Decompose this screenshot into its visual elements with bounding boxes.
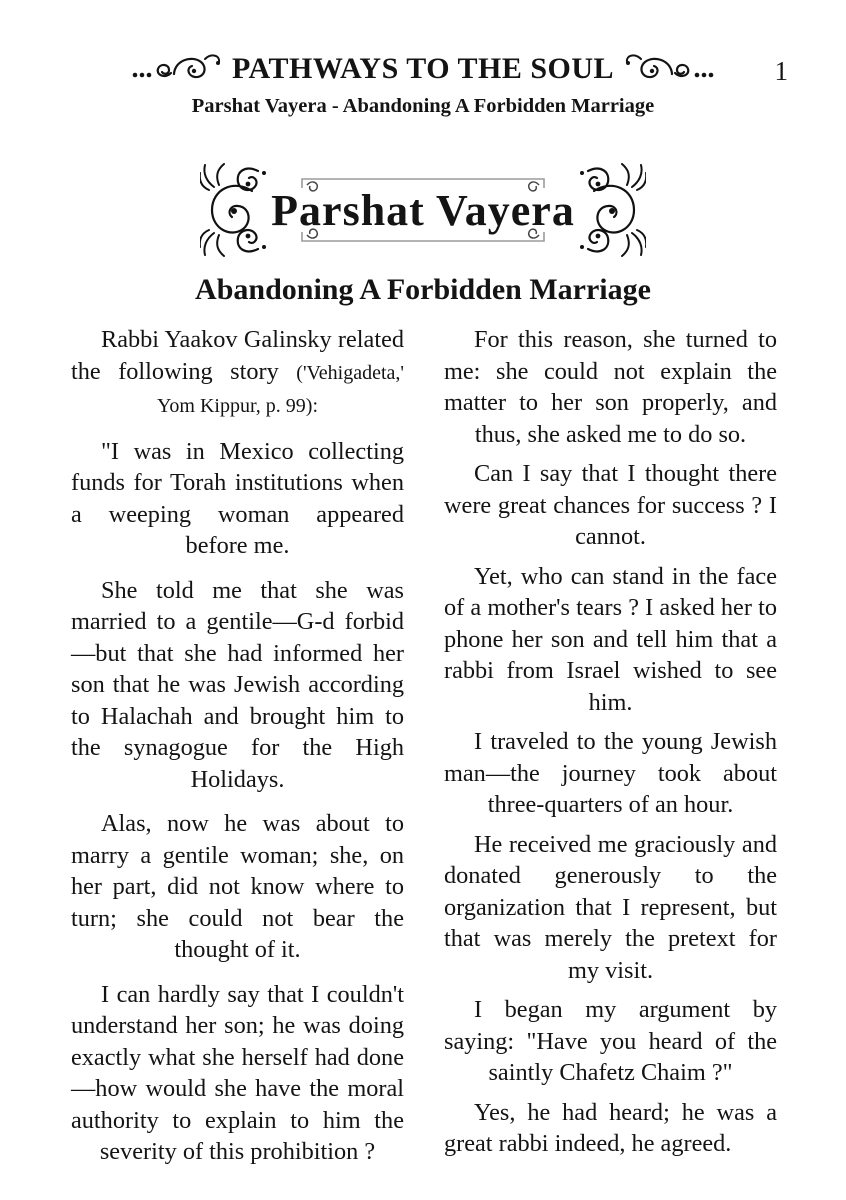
page-subtitle: Parshat Vayera - Abandoning A Forbidden Marriage xyxy=(191,95,655,117)
paragraph: "I was in Mexico collecting funds for Torah institutions when a weeping woman appeared before me. xyxy=(71,437,404,559)
paragraph: He received me graciously and donated generously to the organization that I represent, but that was merely the pretext for my visit. xyxy=(444,830,777,984)
paragraph: For this reason, she turned to me: she could not explain the matter to her son properly, and thus, she asked me to do so. xyxy=(444,326,777,448)
parsha-banner xyxy=(200,163,646,257)
paragraph: I can hardly say that I couldn't understand her son; he was doing exactly what she herself had done—how would she have the moral authority to explain to him the severity of this prohibition ? xyxy=(71,980,404,1165)
article-body xyxy=(0,324,846,1181)
parsha-title: Parshat Vayera xyxy=(271,185,575,235)
header-title-row xyxy=(0,0,846,88)
paragraph: Yet, who can stand in the face of a mother's tears ? I asked her to phone her son and tell him that a rabbi from Israel wished to see him. xyxy=(444,562,777,716)
page-number: 1 xyxy=(774,56,788,86)
paragraph: I began my argument by saying: "Have you heard of the saintly Chafetz Chaim ?" xyxy=(444,996,777,1086)
paragraph: She told me that she was married to a gentile—G-d forbid—but that she had informed her son that he was Jewish according to Halachah and brought him to the synagogue for the High Holidays. xyxy=(71,576,404,793)
scroll-flourish-right-icon xyxy=(620,50,716,88)
left-column xyxy=(71,324,404,1181)
section-heading: Abandoning A Forbidden Marriage xyxy=(195,273,651,306)
paragraph: Alas, now he was about to marry a gentile woman; she, on her part, did not know where to turn; she could not bear the thought of it. xyxy=(71,810,404,963)
citation-reference: ('Vehigadeta,' Yom Kippur, p. 99): xyxy=(156,361,404,417)
paragraph-text: Rabbi Yaakov Galinsky related the following story xyxy=(71,326,404,385)
paragraph-intro xyxy=(71,324,404,423)
scroll-flourish-left-icon xyxy=(130,50,226,88)
right-column xyxy=(444,324,777,1181)
paragraph: I traveled to the young Jewish man—the journey took about three-quarters of an hour. xyxy=(444,728,777,818)
book-title: PATHWAYS TO THE SOUL xyxy=(231,52,615,85)
paragraph: Can I say that I thought there were great chances for success ? I cannot. xyxy=(444,460,777,550)
paragraph: Yes, he had heard; he was a great rabbi indeed, he agreed. xyxy=(444,1098,777,1157)
page-header xyxy=(0,0,846,118)
